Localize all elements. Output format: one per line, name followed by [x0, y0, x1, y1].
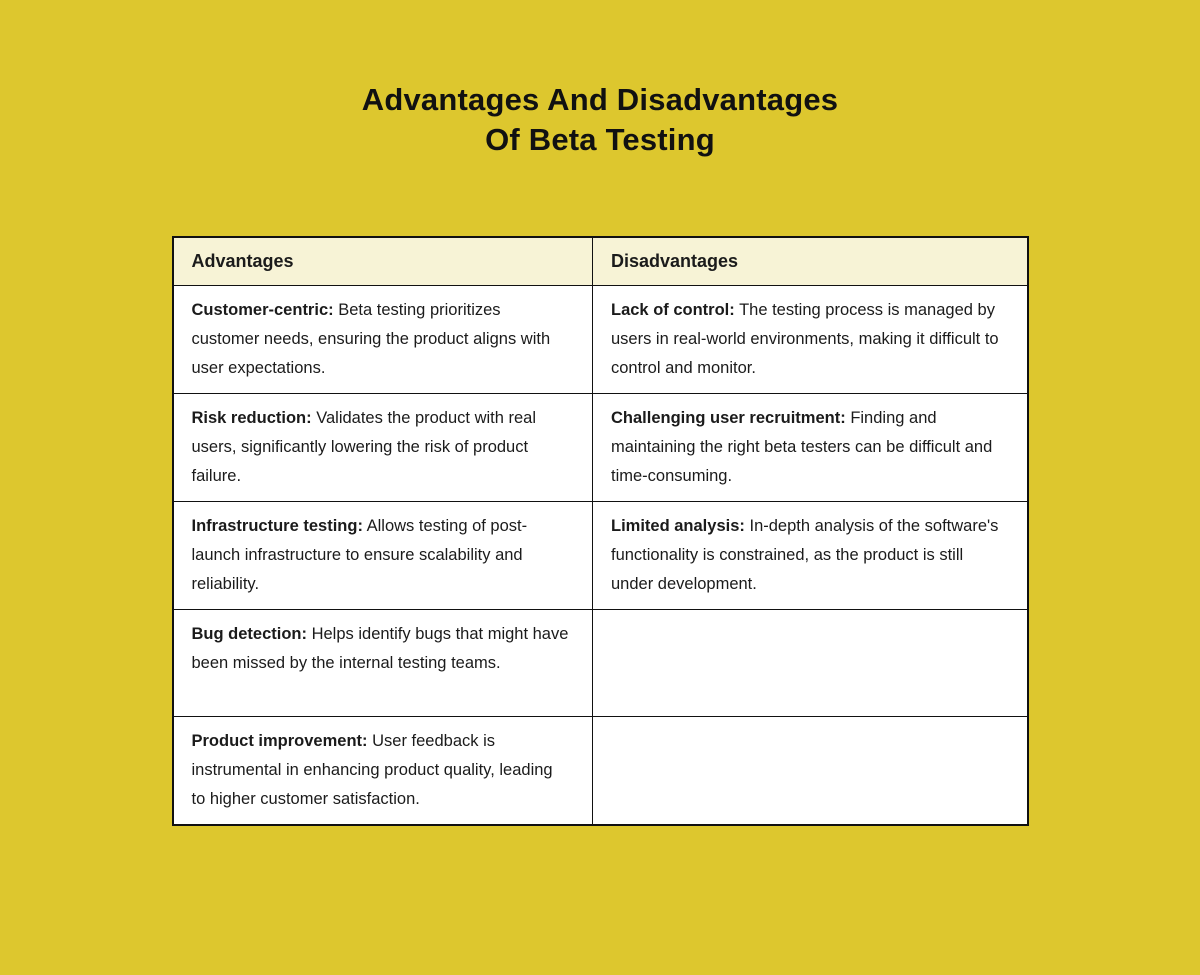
- cell-lead: Bug detection:: [191, 624, 307, 643]
- cell-lead: Customer-centric:: [191, 300, 334, 319]
- cell-lead: Infrastructure testing:: [191, 516, 363, 535]
- cell-text: Beta testing prioritizes customer needs, ensuring the product aligns with user expectations.: [191, 300, 551, 377]
- table-row: [173, 393, 1028, 501]
- cell-lead: Risk reduction:: [191, 408, 312, 427]
- cell-text: In-depth analysis of the software's functionality is constrained, as the product is still under development.: [611, 516, 999, 593]
- table-row: [173, 501, 1028, 609]
- cell-lead: Limited analysis:: [611, 516, 745, 535]
- advantage-cell-infrastructure-testing: [173, 501, 593, 609]
- disadvantage-cell-lack-of-control: [593, 285, 1028, 393]
- advantage-cell-product-improvement: [173, 716, 593, 825]
- cell-text: Allows testing of post-launch infrastructure to ensure scalability and reliability.: [191, 516, 528, 593]
- advantage-cell-customer-centric: [173, 285, 593, 393]
- table-header-row: [173, 237, 1028, 285]
- cell-text: Finding and maintaining the right beta testers can be difficult and time-consuming.: [611, 408, 993, 485]
- comparison-table: [172, 236, 1029, 826]
- cell-text: The testing process is managed by users in real-world environments, making it difficult to control and monitor.: [611, 300, 999, 377]
- cell-lead: Product improvement:: [191, 731, 368, 750]
- table-row: [173, 285, 1028, 393]
- table-row: [173, 609, 1028, 716]
- page-title: [0, 80, 1200, 160]
- column-header-advantages: Advantages: [173, 237, 593, 285]
- disadvantage-cell-limited-analysis: [593, 501, 1028, 609]
- table-row: [173, 716, 1028, 825]
- advantage-cell-bug-detection: [173, 609, 593, 716]
- page-title-line1: Advantages And Disadvantages: [361, 82, 839, 117]
- advantage-cell-risk-reduction: [173, 393, 593, 501]
- column-header-disadvantages: Disadvantages: [593, 237, 1028, 285]
- page-title-line2: Of Beta Testing: [485, 122, 715, 157]
- cell-lead: Challenging user recruitment:: [611, 408, 846, 427]
- disadvantage-cell-empty-2: [593, 716, 1028, 825]
- disadvantage-cell-empty-1: [593, 609, 1028, 716]
- cell-text: Validates the product with real users, significantly lowering the risk of product failure.: [191, 408, 537, 485]
- cell-text: Helps identify bugs that might have been missed by the internal testing teams.: [191, 624, 569, 672]
- cell-lead: Lack of control:: [611, 300, 735, 319]
- cell-text: User feedback is instrumental in enhancing product quality, leading to higher customer satisfaction.: [191, 731, 553, 808]
- disadvantage-cell-user-recruitment: [593, 393, 1028, 501]
